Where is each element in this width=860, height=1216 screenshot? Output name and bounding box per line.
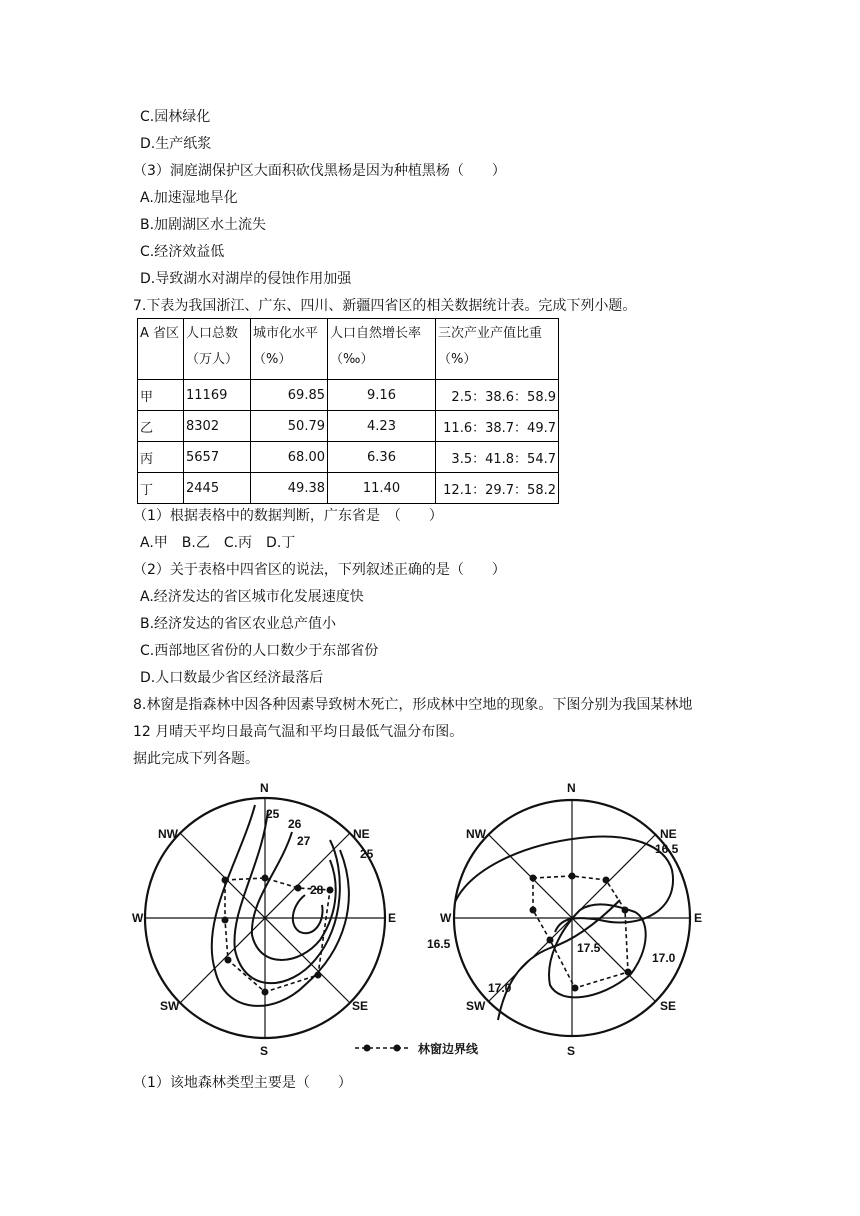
table-cell: 5657 (184, 442, 251, 473)
table-cell: 丁 (138, 473, 184, 504)
table-cell: 8302 (184, 411, 251, 442)
q8-intro-line1: 8.林窗是指森林中因各种因素导致树木死亡，形成林中空地的现象。下图分别为我国某林地 (133, 697, 693, 713)
right-isotherm-label: 17.0 (488, 981, 512, 995)
q7-intro: 7.下表为我国浙江、广东、四川、新疆四省区的相关数据统计表。完成下列小题。 (133, 298, 637, 314)
q6-sub3-option-b: B.加剧湖区水土流失 (140, 217, 267, 233)
left-isotherm-label: 25 (360, 847, 374, 861)
right-dir-n: N (567, 781, 576, 795)
left-axis-lines (145, 798, 385, 1038)
table-cell: 2445 (184, 473, 251, 504)
province-data-table (137, 318, 559, 504)
isotherm-diagrams (0, 770, 860, 1070)
table-cell: 11.40 (328, 473, 436, 504)
right-labels (427, 781, 702, 1058)
q8-intro-line2: 12 月晴天平均日最高气温和平均日最低气温分布图。 (133, 724, 464, 740)
table-cell: 11.6：38.7：49.7 (436, 411, 559, 442)
table-cell: 乙 (138, 411, 184, 442)
table-cell: 3.5：41.8：54.7 (436, 442, 559, 473)
q6-sub3-option-c: C.经济效益低 (140, 244, 225, 260)
legend (355, 1041, 479, 1056)
q6-sub3-option-d: D.导致湖水对湖岸的侵蚀作用加强 (140, 271, 352, 287)
table-cell: 6.36 (328, 442, 436, 473)
left-dir-sw: SW (160, 999, 180, 1013)
q7-sub1-stem: （1）根据表格中的数据判断，广东省是 （ ） (133, 508, 443, 524)
header-province: A 省区 (138, 319, 184, 380)
header-industry-ratio: 三次产业产值比重 （%） (436, 319, 559, 380)
q8-sub1-stem: （1）该地森林类型主要是（ ） (133, 1075, 352, 1091)
q7-sub1-options: A.甲 B.乙 C.丙 D.丁 (140, 535, 296, 551)
table-cell: 12.1：29.7：58.2 (436, 473, 559, 504)
right-dir-e: E (694, 911, 703, 925)
right-isotherm-label: 16.5 (655, 842, 679, 856)
header-urbanization: 城市化水平 （%） (251, 319, 328, 380)
q6-sub3-option-a: A.加速湿地旱化 (140, 190, 238, 206)
q7-sub2-option-d: D.人口数最少省区经济最落后 (140, 670, 324, 686)
table-cell: 4.23 (328, 411, 436, 442)
right-dir-ne: NE (660, 827, 677, 841)
q7-sub2-option-b: B.经济发达的省区农业总产值小 (140, 616, 337, 632)
right-isotherm-diagram (454, 800, 690, 1036)
left-isotherm-label: 25 (266, 807, 280, 821)
right-dir-se: SE (660, 999, 677, 1013)
table-cell: 9.16 (328, 380, 436, 411)
left-dir-s: S (260, 1044, 269, 1058)
table-cell: 50.79 (251, 411, 328, 442)
header-growth-rate: 人口自然增长率 （‰） (328, 319, 436, 380)
right-isotherm-label: 17.0 (652, 951, 676, 965)
legend-label: 林窗边界线 (418, 1042, 479, 1056)
left-dir-n: N (260, 781, 269, 795)
table-cell: 68.00 (251, 442, 328, 473)
header-population: 人口总数 （万人） (184, 319, 251, 380)
table-cell: 2.5：38.6：58.9 (436, 380, 559, 411)
q7-sub2-option-c: C.西部地区省份的人口数少于东部省份 (140, 643, 379, 659)
right-isotherm-label: 17.5 (577, 941, 601, 955)
table-cell: 49.38 (251, 473, 328, 504)
table-row (138, 473, 559, 504)
left-dir-nw: NW (158, 827, 178, 841)
table-row (138, 442, 559, 473)
q6-option-c: C.园林绿化 (140, 109, 211, 125)
left-dir-w: W (132, 911, 144, 925)
left-dir-e: E (388, 911, 397, 925)
table-header-row (138, 319, 559, 380)
table-row (138, 411, 559, 442)
left-isotherm-label: 26 (288, 817, 302, 831)
left-dir-ne: NE (353, 827, 370, 841)
table-cell: 11169 (184, 380, 251, 411)
left-isotherm-label: 28 (310, 883, 324, 897)
table-cell: 69.85 (251, 380, 328, 411)
q7-sub2-stem: （2）关于表格中四省区的说法，下列叙述正确的是（ ） (133, 562, 506, 578)
left-dir-se: SE (352, 999, 369, 1013)
right-isotherm-label: 16.5 (427, 937, 451, 951)
right-dir-w: W (440, 911, 452, 925)
left-isotherm-diagram (145, 798, 385, 1038)
right-dir-sw: SW (466, 999, 486, 1013)
q7-sub2-option-a: A.经济发达的省区城市化发展速度快 (140, 589, 364, 605)
q6-option-d: D.生产纸浆 (140, 136, 212, 152)
table-cell: 丙 (138, 442, 184, 473)
q8-intro-line3: 据此完成下列各题。 (133, 751, 259, 767)
right-dir-s: S (567, 1044, 576, 1058)
left-isotherm-label: 27 (297, 834, 311, 848)
right-dir-nw: NW (466, 827, 486, 841)
table-row (138, 380, 559, 411)
table-cell: 甲 (138, 380, 184, 411)
q6-sub3-stem: （3）洞庭湖保护区大面积砍伐黑杨是因为种植黑杨（ ） (133, 163, 506, 179)
